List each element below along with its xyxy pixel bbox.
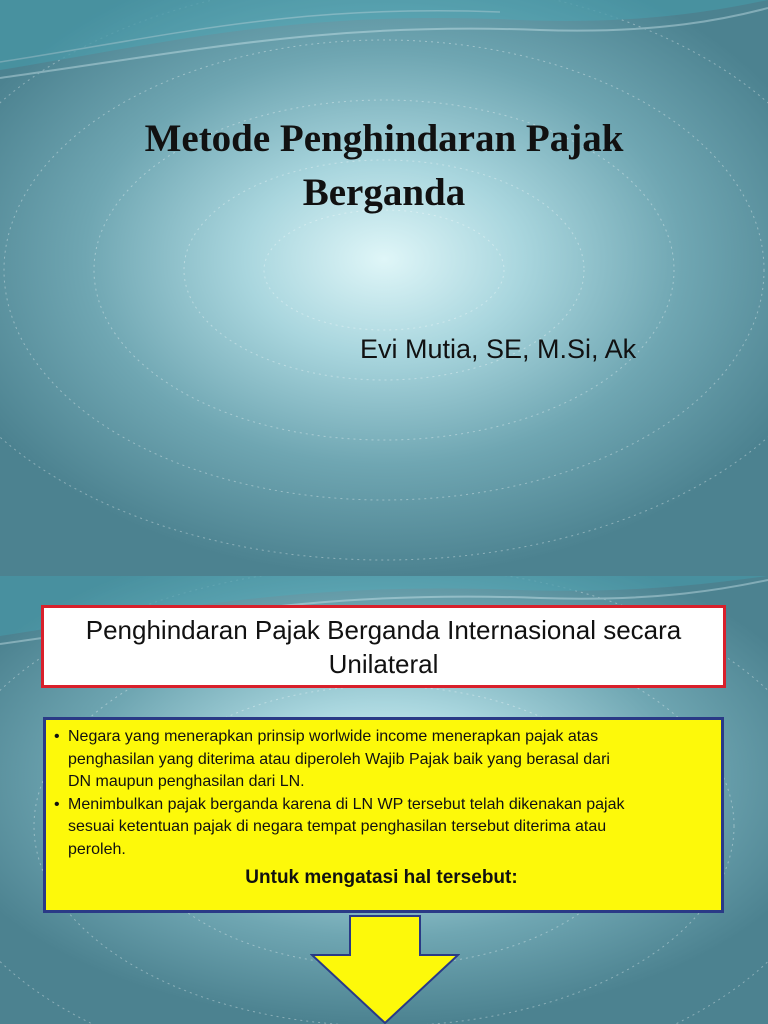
bullet-line: penghasilan yang diterima atau diperoleh Wajib Pajak baik yang berasal dari — [68, 750, 610, 768]
author-name: Evi Mutia, SE, M.Si, Ak — [360, 334, 637, 364]
content-slide — [0, 576, 768, 1024]
slide-title-line-2: Berganda — [302, 171, 466, 214]
bullet-line: Menimbulkan pajak berganda karena di LN WP tersebut telah dikenakan pajak — [68, 795, 625, 813]
bullet-item — [54, 794, 709, 862]
heading-box — [41, 605, 726, 688]
slide-title — [40, 112, 728, 220]
bullet-list — [54, 726, 709, 861]
emphasis-text: Untuk mengatasi hal tersebut: — [245, 867, 518, 888]
content-box — [43, 717, 724, 913]
heading-line-1: Penghindaran Pajak Berganda Internasional secara — [85, 614, 682, 645]
bullet-item — [54, 726, 709, 794]
bullet-dot-icon: • — [54, 728, 60, 745]
bullet-line: Negara yang menerapkan prinsip worlwide income menerapkan pajak atas — [68, 728, 599, 745]
down-arrow-icon — [310, 915, 460, 1024]
slide-title-line-1: Metode Penghindaran Pajak — [144, 117, 624, 160]
bullet-dot-icon: • — [54, 795, 60, 813]
bullet-line: peroleh. — [68, 840, 126, 858]
heading-text — [86, 613, 682, 681]
bullet-line: sesuai ketentuan pajak di negara tempat penghasilan tersebut diterima atau — [68, 818, 607, 835]
heading-line-2: Unilateral — [328, 648, 439, 679]
bullet-line: DN maupun penghasilan dari LN. — [68, 773, 305, 790]
